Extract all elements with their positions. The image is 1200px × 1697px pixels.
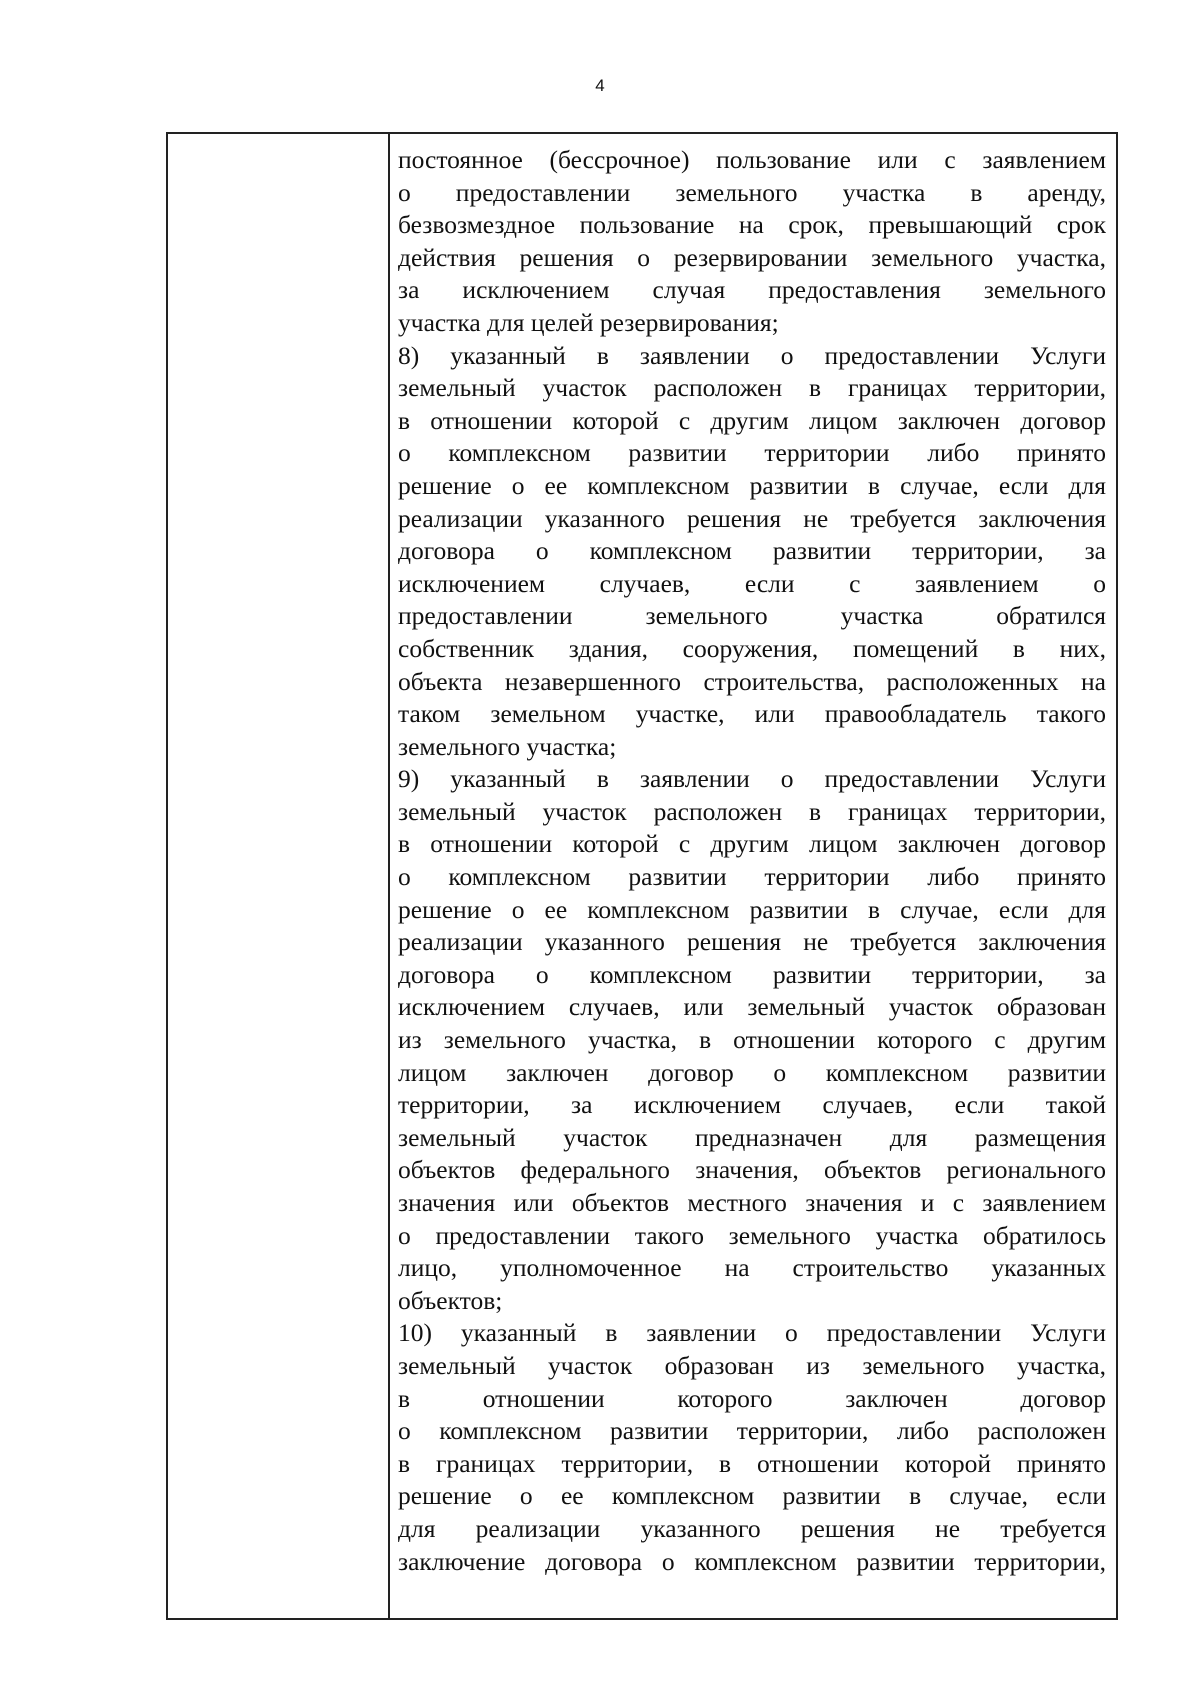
text-line: из земельного участка, в отношении которого с другим xyxy=(398,1025,1106,1055)
text-line: в границах территории, в отношении которой принято xyxy=(398,1448,1106,1478)
text-line: постоянное (бессрочное) пользование или с заявлением xyxy=(398,145,1106,174)
page-number: 4 xyxy=(595,76,605,95)
text-line: земельного участка; xyxy=(398,731,617,761)
text-line: в отношении которой с другим лицом заключен договор xyxy=(398,405,1106,435)
text-line: 10) указанный в заявлении о предоставлении Услуги xyxy=(398,1318,1106,1348)
text-line: безвозмездное пользование на срок, превышающий срок xyxy=(398,210,1106,240)
text-line: в отношении которой с другим лицом заключен договор xyxy=(398,829,1106,859)
text-line: о комплексном развитии территории либо принято xyxy=(398,438,1106,468)
text-line: для реализации указанного решения не требуется xyxy=(398,1513,1106,1543)
text-line: предоставлении земельного участка обратился xyxy=(398,601,1106,631)
text-line: таком земельном участке, или правообладатель такого xyxy=(398,699,1106,729)
text-line: лицо, уполномоченное на строительство указанных xyxy=(398,1253,1106,1283)
table-left-cell xyxy=(168,134,390,1618)
text-line: земельный участок расположен в границах территории, xyxy=(398,796,1106,826)
text-line: объекта незавершенного строительства, расположенных на xyxy=(398,666,1106,696)
text-line: территории, за исключением случаев, если такой xyxy=(398,1090,1106,1120)
text-line: собственник здания, сооружения, помещений в них, xyxy=(398,633,1106,663)
text-line: объектов федерального значения, объектов регионального xyxy=(398,1155,1106,1185)
text-line: исключением случаев, или земельный участок образован xyxy=(398,992,1106,1022)
text-line: в отношении которого заключен договор xyxy=(398,1383,1106,1413)
text-line: о предоставлении земельного участка в аренду, xyxy=(398,177,1106,207)
document-table xyxy=(166,132,1118,1620)
text-line: реализации указанного решения не требуется заключения xyxy=(398,503,1106,533)
text-line: о комплексном развитии территории, либо расположен xyxy=(398,1416,1106,1446)
text-line: договора о комплексном развитии территории, за xyxy=(398,536,1106,566)
text-line: реализации указанного решения не требуется заключения xyxy=(398,927,1106,957)
text-line: участка для целей резервирования; xyxy=(398,307,779,337)
text-line: земельный участок предназначен для размещения xyxy=(398,1122,1106,1152)
text-line: решение о ее комплексном развитии в случае, если для xyxy=(398,470,1106,500)
text-line: действия решения о резервировании земельного участка, xyxy=(398,242,1106,272)
text-line: 8) указанный в заявлении о предоставлении Услуги xyxy=(398,340,1106,370)
table-right-cell xyxy=(390,134,1116,1618)
text-line: значения или объектов местного значения и с заявлением xyxy=(398,1188,1106,1217)
text-line: 9) указанный в заявлении о предоставлении Услуги xyxy=(398,764,1106,794)
text-line: о комплексном развитии территории либо принято xyxy=(398,862,1106,892)
text-line: заключение договора о комплексном развитии территории, xyxy=(398,1546,1106,1576)
text-line: исключением случаев, если с заявлением о xyxy=(398,568,1106,598)
text-line: решение о ее комплексном развитии в случае, если xyxy=(398,1481,1106,1511)
text-line: решение о ее комплексном развитии в случае, если для xyxy=(398,894,1106,924)
text-line: земельный участок расположен в границах территории, xyxy=(398,373,1106,403)
text-line: объектов; xyxy=(398,1285,503,1315)
text-line: о предоставлении такого земельного участка обратилось xyxy=(398,1220,1106,1250)
text-line: лицом заключен договор о комплексном развитии xyxy=(398,1057,1106,1087)
text-line: договора о комплексном развитии территории, за xyxy=(398,959,1106,989)
text-line: за исключением случая предоставления земельного xyxy=(398,275,1106,305)
text-line: земельный участок образован из земельного участка, xyxy=(398,1350,1106,1380)
